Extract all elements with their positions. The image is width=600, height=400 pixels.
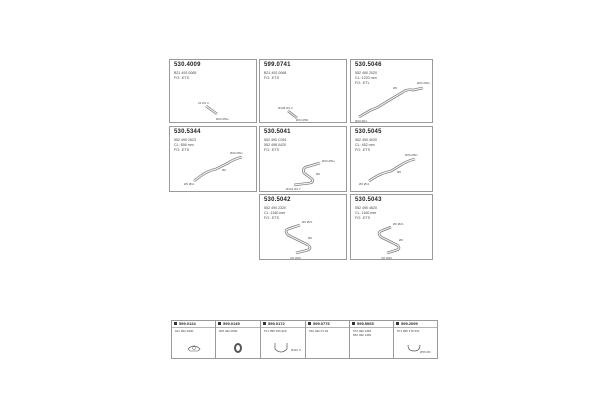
dimension-label: 22 Ø1.3 (198, 101, 209, 105)
dimension-label: Ø20 Ø11 (355, 119, 367, 123)
part-card[interactable] (169, 126, 257, 192)
accessory-number: 571 995 306 929 (264, 329, 287, 333)
accessory-cell[interactable] (261, 321, 306, 358)
accessory-number: 552 492 1481 (353, 333, 372, 337)
dimension-label: Ø0 (397, 170, 402, 174)
part-number: 552 490 2623 (174, 138, 196, 142)
accessory-number: 571 995 176 531 (397, 329, 420, 333)
part-card[interactable] (350, 126, 433, 192)
part-card[interactable] (169, 59, 257, 123)
part-card[interactable] (259, 126, 347, 192)
part-card[interactable] (350, 194, 433, 260)
dimension-label: Ø56 Ø3 (420, 350, 431, 354)
part-code: 530.5344 (174, 129, 201, 135)
dimension-label: Ø0 (308, 236, 313, 240)
dimension-label: Ø20 Ø6m (230, 151, 244, 155)
dimension-label: Ø20 Ø6m (405, 153, 419, 157)
part-spec: FO: .ETS (174, 148, 189, 152)
pipe-drawing (351, 127, 434, 193)
accessory-number: 605 492 0090 (219, 329, 238, 333)
accessory-number: 574 490 1981 (353, 329, 372, 333)
part-code: 530.5045 (355, 129, 382, 135)
u-bolt-clamp-icon (261, 321, 306, 358)
part-spec: FO: .ETS (264, 148, 279, 152)
part-number: 552 490 4020 (355, 138, 377, 142)
part-spec: CL: 1220 mm (355, 76, 377, 80)
part-spec: FO: .ETL (355, 81, 370, 85)
accessory-code: 599.0149 (223, 321, 240, 326)
dimension-label: Ø24 Ø60 (296, 118, 309, 122)
part-code: 530.5041 (264, 129, 291, 135)
part-code: 530.5042 (264, 197, 291, 203)
part-spec: FO: .ETS (355, 148, 370, 152)
accessory-cell[interactable] (350, 321, 394, 358)
dimension-label: Ø108 Ø1.3 (278, 106, 293, 110)
part-spec: FO: .ETS (264, 76, 279, 80)
dimension-label: Ø0 Ø21 (302, 220, 313, 224)
part-spec: FO: .ETS (264, 216, 279, 220)
accessory-cell[interactable] (306, 321, 350, 358)
part-code: 530.5046 (355, 62, 382, 68)
part-spec: CL: 656 mm (174, 143, 194, 147)
part-number: 552 490 2320 (264, 206, 286, 210)
accessory-code: 599.0172 (268, 321, 285, 326)
dimension-label: Ø6 (393, 86, 398, 90)
pipe-drawing (170, 60, 258, 124)
clamp-ring-icon (394, 321, 437, 358)
dimension-label: Ø0 (399, 238, 404, 242)
dimension-label: CD Ø20 (290, 256, 301, 260)
accessory-number: 610 492 01 63 (309, 329, 329, 333)
accessories-table (171, 320, 438, 359)
part-number: 552 490 C051 (264, 138, 287, 142)
part-number: B21 492 0068 (264, 71, 287, 75)
rubber-mount-icon (216, 321, 261, 358)
part-number: 552 490 2020 (355, 71, 377, 75)
accessory-cell[interactable] (216, 321, 261, 358)
part-code: 530.4009 (174, 62, 201, 68)
pipe-drawing (170, 127, 258, 193)
part-spec: FO: .ETS (174, 76, 189, 80)
part-spec: FO: .ETS (355, 216, 370, 220)
part-code: 530.5043 (355, 197, 382, 203)
pipe-drawing (260, 127, 348, 193)
part-number: 552 498 0420 (264, 143, 286, 147)
part-spec: CL: 452 mm (355, 143, 375, 147)
part-code: 599.0741 (264, 62, 291, 68)
accessory-code: 599.0124 (179, 321, 196, 326)
accessory-cell[interactable] (172, 321, 216, 358)
accessory-code: 599.5065 (357, 321, 374, 326)
part-spec: CL: 1160 mm (355, 211, 377, 215)
dimension-label: Ø20 Ø6m (417, 81, 431, 85)
accessory-number: 621 062 2090 (175, 329, 194, 333)
dimension-label: Ø0 (222, 168, 227, 172)
part-number: 552 490 4620 (355, 206, 377, 210)
pipe-drawing (351, 60, 434, 124)
dimension-label: CD Ø20 (381, 256, 392, 260)
dimension-label: Ø0 Ø11 (359, 182, 370, 186)
dimension-label: Ø0 Ø21 (393, 222, 404, 226)
part-card[interactable] (259, 59, 347, 123)
accessory-cell[interactable] (394, 321, 437, 358)
dimension-label: Ø110 X (291, 348, 301, 352)
dimension-label: Ø0 Ø11 (184, 182, 195, 186)
part-card[interactable] (259, 194, 347, 260)
dimension-label: Ø20 Ø6m (216, 117, 230, 121)
part-spec: CL: 1160 mm (264, 211, 286, 215)
part-number: B21 493 0065 (174, 71, 197, 75)
pipe-drawing (351, 195, 434, 261)
dimension-label: Ø20 Ø6m (322, 159, 336, 163)
accessory-code: 599.2099 (401, 321, 418, 326)
dimension-label: Ø0 (316, 172, 321, 176)
pipe-drawing (260, 60, 348, 124)
dimension-label: Ø104 Ø1.7 (286, 187, 301, 191)
clamp-icon (172, 321, 216, 358)
accessory-code: 599.0776 (313, 321, 330, 326)
pipe-drawing (260, 195, 348, 261)
part-card[interactable] (350, 59, 433, 123)
